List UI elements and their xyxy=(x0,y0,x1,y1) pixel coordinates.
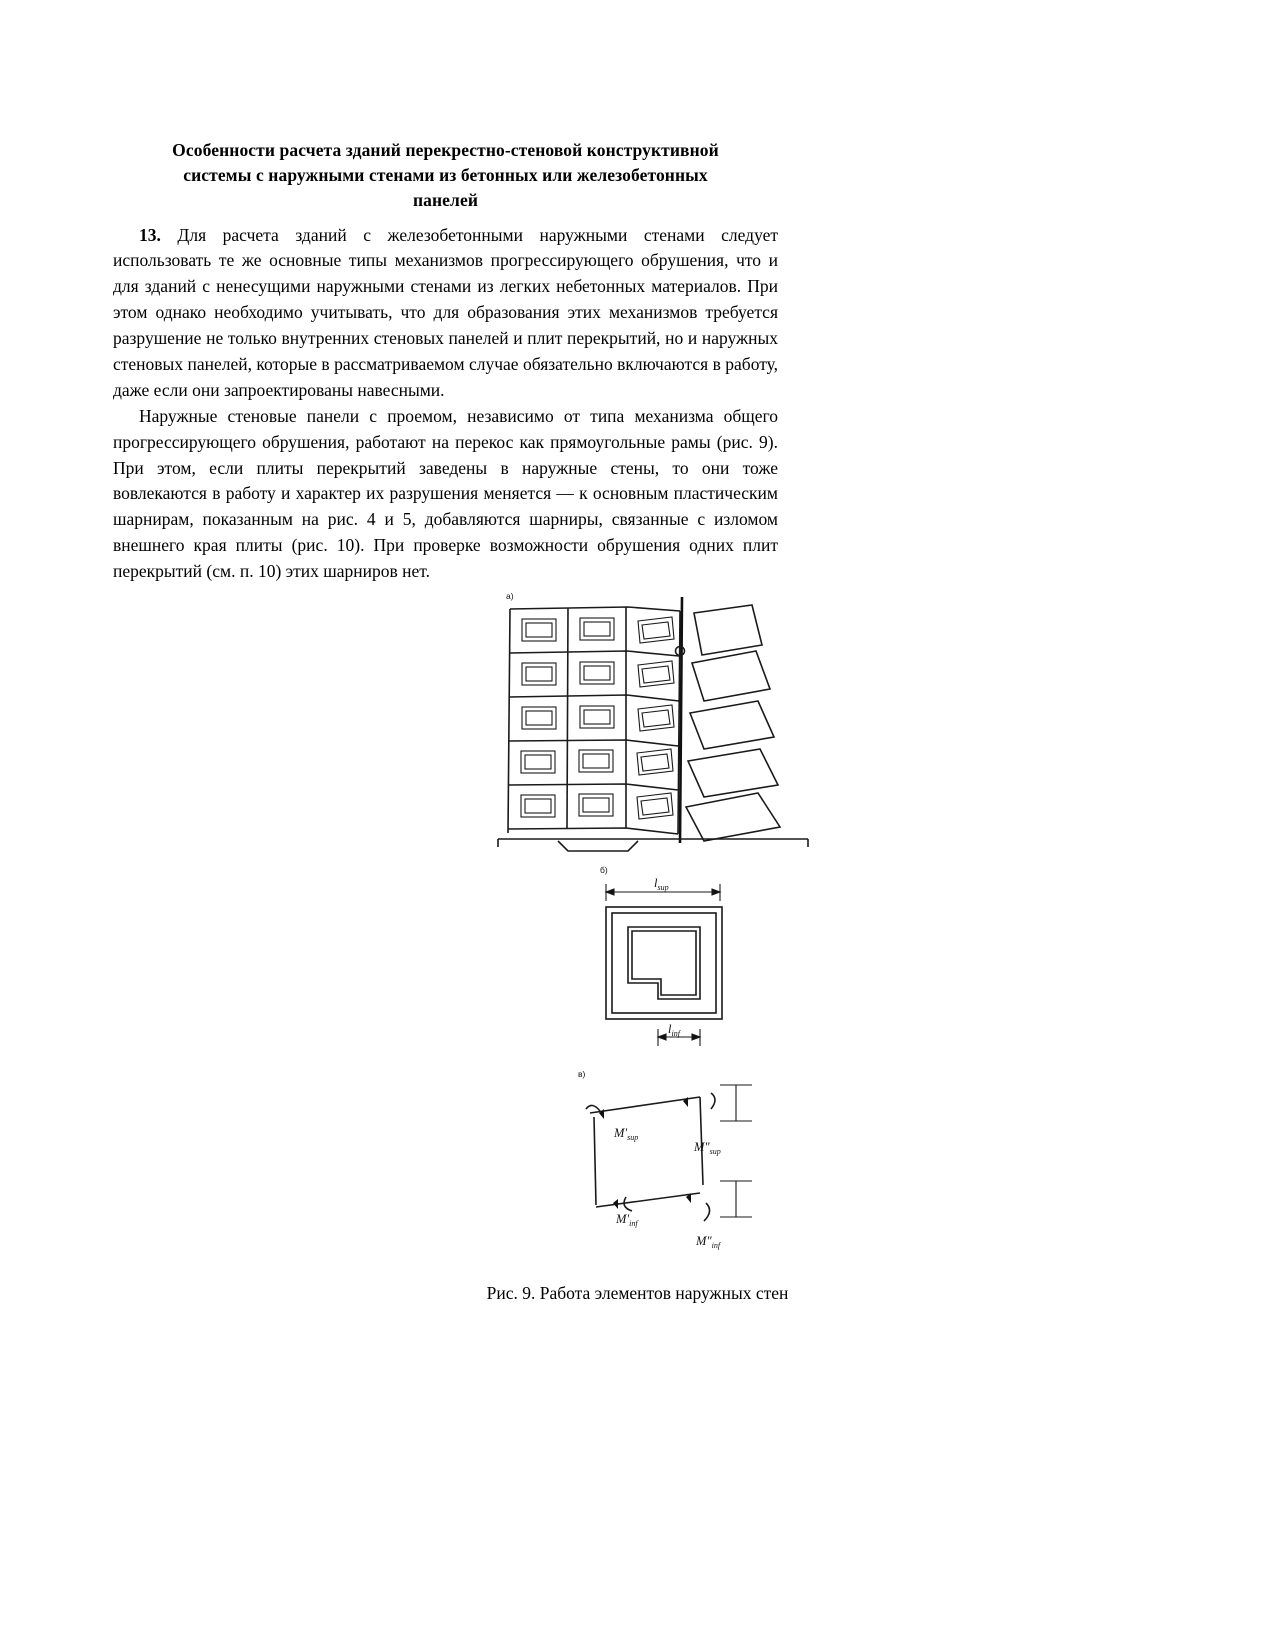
paragraph-text: Для расчета зданий с железобетонными наружными стенами следует использовать те же основные типы механизмов прогрессирующего обрушения, что и для зданий с ненесущими наружными стенами из легких небетонных материалов. При этом однако необходимо учитывать, что для образования этих механизмов требуется разрушение не только внутренних стеновых панелей и плит перекрытий, но и наружных стеновых панелей, которые в рассматриваемом случае обязательно включаются в работу, даже если они запроектированы навесными. xyxy=(113,224,778,400)
panel-label-c: в) xyxy=(577,1069,585,1079)
figure-9 xyxy=(0,585,1275,1285)
moment-label-m-inf-dprime: $M"_{inf}$ xyxy=(695,1234,720,1250)
paragraph-outer-walls xyxy=(113,404,778,585)
moment-label-m-inf-prime: $M'_{inf}$ xyxy=(615,1212,638,1228)
moment-label-m-sup-dprime: $M"_{sup}$ xyxy=(693,1140,721,1156)
page-title-line-1: Особенности расчета зданий перекрестно-стеновой конструктивной xyxy=(172,140,719,160)
panel-label-a: а) xyxy=(505,591,514,601)
figure-9-drawing xyxy=(328,585,948,1285)
paragraph-13 xyxy=(113,223,778,404)
page-title-line-3: панелей xyxy=(412,189,479,210)
document-body xyxy=(113,138,778,585)
dimension-l-sup: $l_{sup}$ xyxy=(653,876,669,892)
moment-label-m-sup-prime: $M'_{sup}$ xyxy=(613,1126,638,1142)
dimension-l-inf: $l_{inf}$ xyxy=(667,1022,680,1038)
page-title-line-2: системы с наружными стенами из бетонных или железобетонных xyxy=(183,164,708,185)
panel-label-b: б) xyxy=(599,865,608,875)
paragraph-number: 13. xyxy=(139,224,161,245)
page-title xyxy=(113,138,778,213)
paragraph-text: Наружные стеновые панели с проемом, независимо от типа механизма общего прогрессирующего обрушения, работают на перекос как прямоугольные рамы (рис. 9). При этом, если плиты перекрытий заведены в наружные стены, то они тоже вовлекаются в работу и характер их разрушения меняется — к основным пластическим шарнирам, показанным на рис. 4 и 5, добавляются шарниры, связанные с изломом внешнего края плиты (рис. 10). При проверке возможности обрушения одних плит перекрытий (см. п. 10) этих шарниров нет. xyxy=(113,405,778,582)
figure-caption: Рис. 9. Работа элементов наружных стен xyxy=(486,1283,789,1303)
